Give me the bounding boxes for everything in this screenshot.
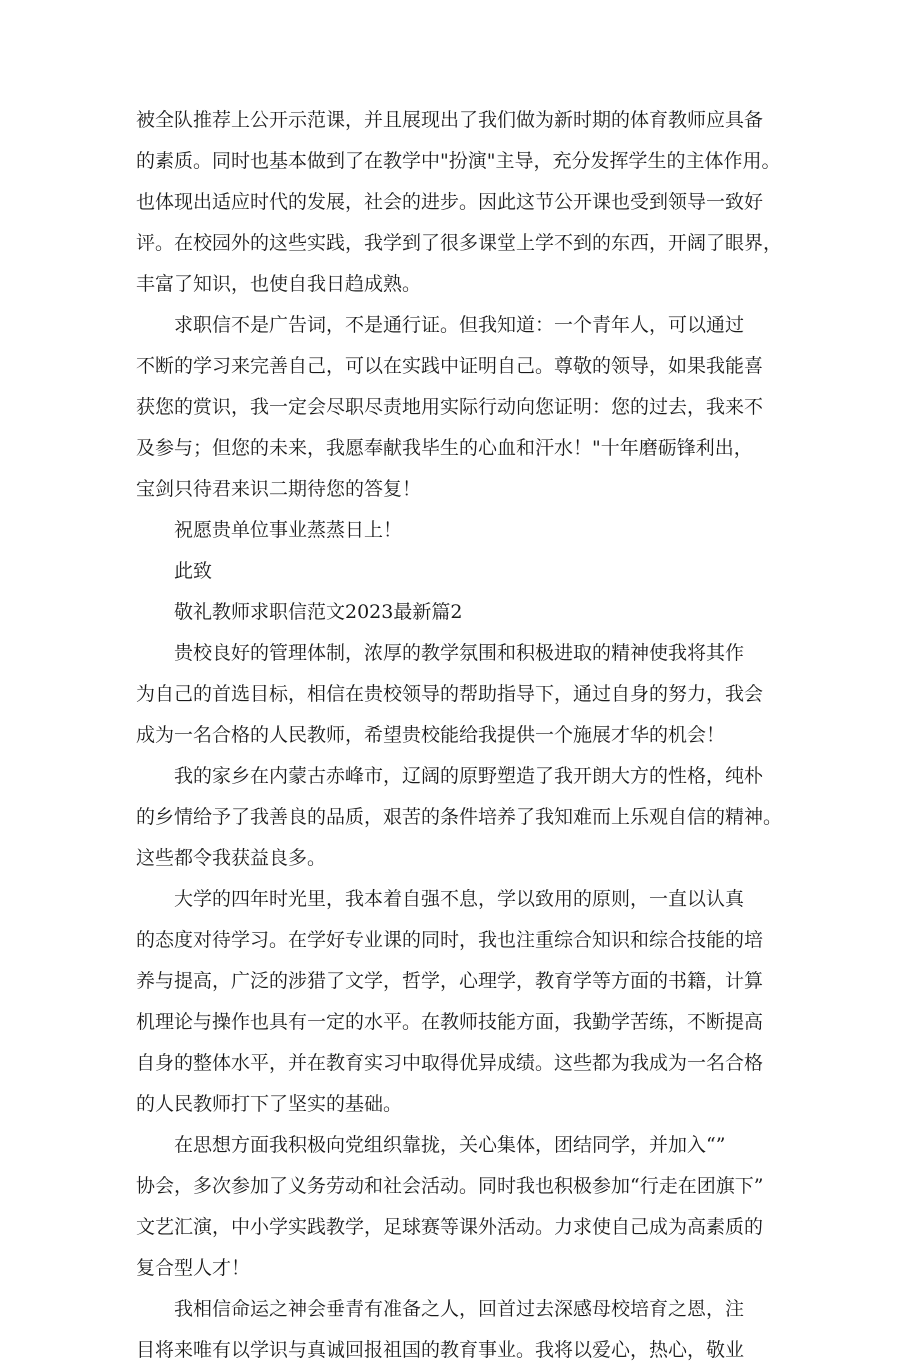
- text-line: 宝剑只待君来识二期待您的答复！: [136, 478, 422, 500]
- text-line: 被全队推荐上公开示范课，并且展现出了我们做为新时期的体育教师应具备: [136, 109, 764, 131]
- paragraph-start: 求职信不是广告词，不是通行证。但我知道：一个青年人，可以通过: [174, 314, 745, 336]
- text-line: 目将来唯有以学识与真诚回报祖国的教育事业。我将以爱心，热心，敬业: [136, 1339, 745, 1361]
- text-line: 机理论与操作也具有一定的水平。在教师技能方面，我勤学苦练，不断提高: [136, 1011, 764, 1033]
- text-line: 为自己的首选目标，相信在贵校领导的帮助指导下，通过自身的努力，我会: [136, 683, 764, 705]
- closing-salutation: 此致: [174, 560, 213, 582]
- text-line: 评。在校园外的这些实践，我学到了很多课堂上学不到的东西，开阔了眼界，: [136, 232, 783, 254]
- text-line: 的人民教师打下了坚实的基础。: [136, 1093, 403, 1115]
- section-heading: 敬礼教师求职信范文2023最新篇2: [174, 601, 463, 623]
- text-line: 不断的学习来完善自己，可以在实践中证明自己。尊敬的领导，如果我能喜: [136, 355, 764, 377]
- paragraph-start: 我相信命运之神会垂青有准备之人，回首过去深感母校培育之恩，注: [174, 1298, 745, 1320]
- text-line: 自身的整体水平，并在教育实习中取得优异成绩。这些都为我成为一名合格: [136, 1052, 764, 1074]
- text-line: 这些都令我获益良多。: [136, 847, 327, 869]
- text-line: 丰富了知识，也使自我日趋成熟。: [136, 273, 422, 295]
- text-line: 养与提高，广泛的涉猎了文学，哲学，心理学，教育学等方面的书籍，计算: [136, 970, 764, 992]
- text-line: 的态度对待学习。在学好专业课的同时，我也注重综合知识和综合技能的培: [136, 929, 764, 951]
- closing-wish: 祝愿贵单位事业蒸蒸日上！: [174, 519, 403, 541]
- text-line: 文艺汇演，中小学实践教学，足球赛等课外活动。力求使自己成为高素质的: [136, 1216, 764, 1238]
- text-line: 复合型人才！: [136, 1257, 251, 1279]
- paragraph-start: 在思想方面我积极向党组织靠拢，关心集体，团结同学，并加入“”: [174, 1134, 726, 1156]
- text-line: 的素质。同时也基本做到了在教学中"扮演"主导，充分发挥学生的主体作用。: [136, 150, 781, 172]
- paragraph-start: 我的家乡在内蒙古赤峰市，辽阔的原野塑造了我开朗大方的性格，纯朴: [174, 765, 764, 787]
- paragraph-start: 贵校良好的管理体制，浓厚的教学氛围和积极进取的精神使我将其作: [174, 642, 745, 664]
- document-body: [136, 104, 796, 1366]
- text-line: 获您的赏识，我一定会尽职尽责地用实际行动向您证明：您的过去，我来不: [136, 396, 764, 418]
- text-line: 协会，多次参加了义务劳动和社会活动。同时我也积极参加“行走在团旗下”: [136, 1175, 764, 1197]
- text-line: 也体现出适应时代的发展，社会的进步。因此这节公开课也受到领导一致好: [136, 191, 764, 213]
- text-line: 成为一名合格的人民教师，希望贵校能给我提供一个施展才华的机会！: [136, 724, 726, 746]
- text-line: 及参与；但您的未来，我愿奉献我毕生的心血和汗水！"十年磨砺锋利出，: [136, 437, 753, 459]
- paragraph-start: 大学的四年时光里，我本着自强不息，学以致用的原则，一直以认真: [174, 888, 745, 910]
- text-line: 的乡情给予了我善良的品质，艰苦的条件培养了我知难而上乐观自信的精神。: [136, 806, 783, 828]
